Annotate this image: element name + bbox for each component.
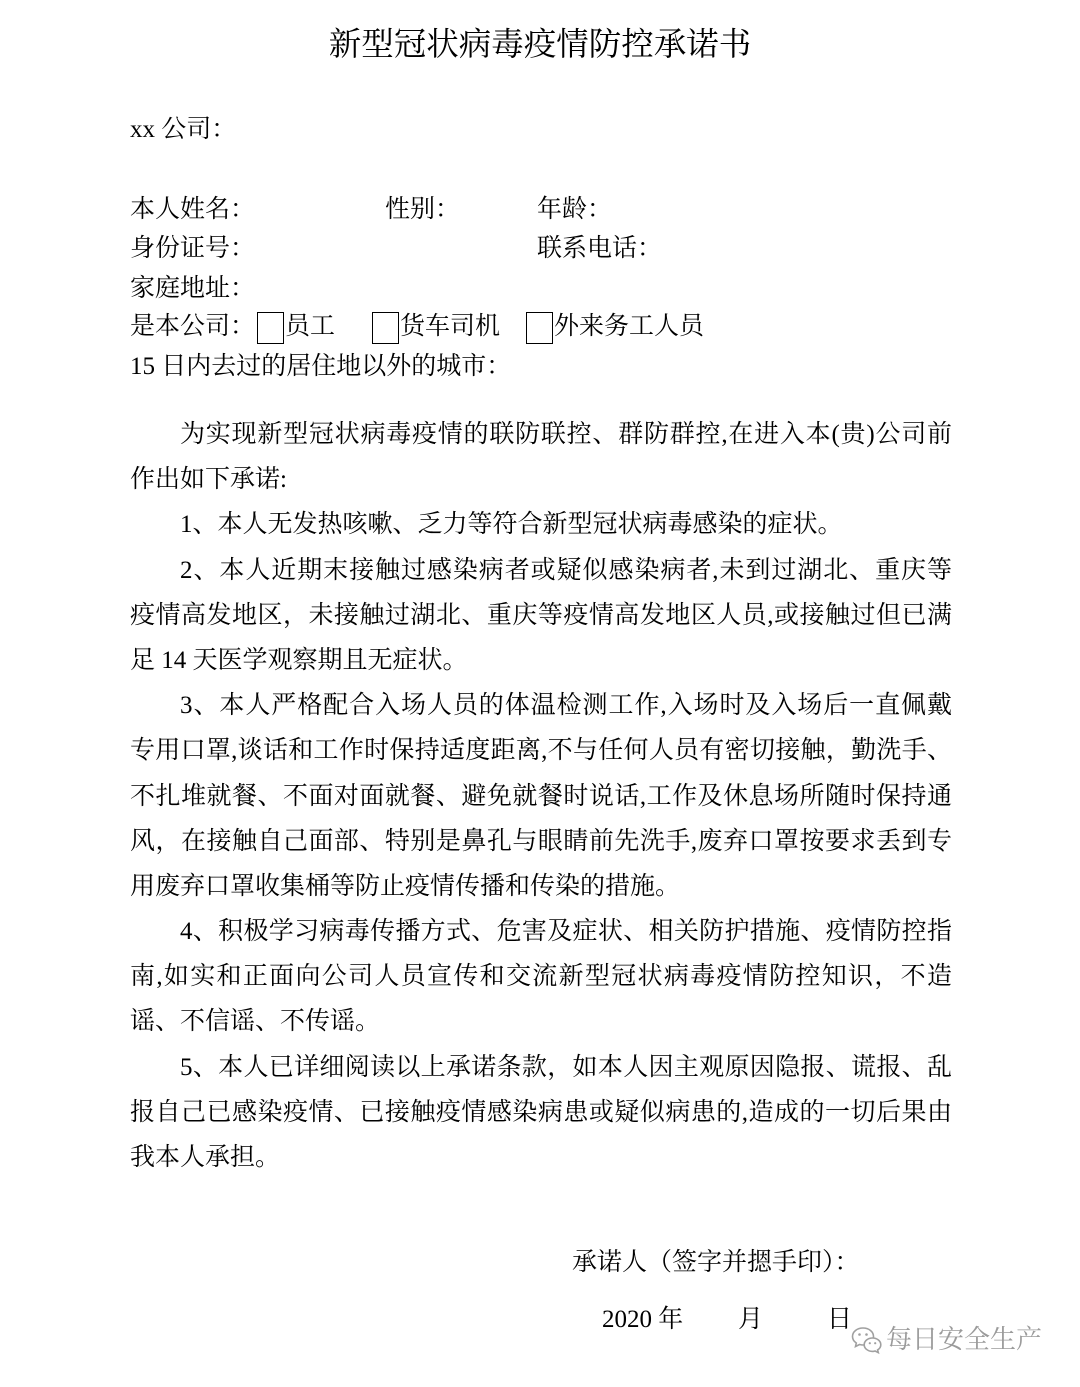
option-truck-driver: 货车司机 [400, 313, 501, 340]
document-title: 新型冠状病毒疫情防控承诺书 [328, 27, 752, 63]
intro-paragraph [130, 412, 952, 502]
option-migrant-worker: 外来务工人员 [554, 313, 705, 340]
gender-label: 性别： [385, 196, 461, 223]
commitment-line: 报自己已感染疫情、已接触疫情感染病患或疑似病患的,造成的一切后果由 [130, 1098, 952, 1126]
address-label: 家庭地址： [130, 275, 256, 302]
commitment-line: 不扎堆就餐、不面对面就餐、避免就餐时说话,工作及休息场所随时保持通 [130, 782, 952, 810]
watermark-text: 每日安全生产 [886, 1325, 1043, 1355]
date-month: 月 [738, 1306, 764, 1333]
addressee: xx 公司： [130, 116, 237, 143]
commitment-line: 用废弃口罩收集桶等防止疫情传播和传染的措施。 [130, 872, 681, 900]
form-row-id-phone [130, 229, 952, 269]
commitment-line: 谣、不信谣、不传谣。 [130, 1008, 381, 1036]
intro-line: 作出如下承诺: [130, 466, 287, 494]
signer-label: 承诺人（签字并摁手印）： [572, 1249, 860, 1276]
form-row-visited-cities [130, 347, 952, 387]
commitment-item-1 [130, 502, 952, 547]
option-employee: 员工 [285, 313, 336, 340]
commitment-line: 足 14 天医学观察期且无症状。 [130, 646, 468, 674]
checkbox-migrant-worker [526, 312, 553, 344]
commitment-body [130, 412, 952, 1180]
commitment-line: 5、本人已详细阅读以上承诺条款，如本人因主观原因隐报、谎报、乱 [180, 1053, 952, 1081]
visited-cities-label: 15 日内去过的居住地以外的城市： [130, 353, 512, 380]
commitment-item-3 [130, 683, 952, 909]
commitment-item-5 [130, 1045, 952, 1181]
commitment-line: 疫情高发地区，未接触过湖北、重庆等疫情高发地区人员,或接触过但已满 [130, 601, 952, 629]
wechat-icon [851, 1325, 883, 1355]
form-row-name-gender-age [130, 190, 952, 230]
intro-line: 为实现新型冠状病毒疫情的联防联控、群防群控,在进入本(贵)公司前 [180, 421, 952, 448]
phone-label: 联系电话： [537, 235, 663, 262]
date-day: 日 [827, 1306, 853, 1333]
name-label: 本人姓名： [130, 196, 256, 223]
id-number-label: 身份证号： [130, 235, 256, 262]
form-row-address [130, 269, 952, 309]
date-year: 2020 年 [602, 1306, 684, 1333]
commitment-line: 2、本人近期末接触过感染病者或疑似感染病者,未到过湖北、重庆等 [180, 556, 952, 584]
commitment-line: 专用口罩,谈话和工作时保持适度距离,不与任何人员有密切接触，勤洗手、 [130, 737, 952, 765]
checkbox-truck-driver [372, 312, 399, 344]
checkbox-employee [257, 312, 284, 344]
age-label: 年龄： [537, 196, 613, 223]
commitment-item-2 [130, 548, 952, 684]
commitment-line: 4、积极学习病毒传播方式、危害及症状、相关防护措施、疫情防控指 [180, 918, 952, 946]
commitment-line: 1、本人无发热咳嗽、乏力等符合新型冠状病毒感染的症状。 [180, 511, 843, 539]
company-role-label: 是本公司： [130, 313, 256, 340]
commitment-line: 南,如实和正面向公司人员宣传和交流新型冠状病毒疫情防控知识，不造 [130, 963, 952, 991]
commitment-line: 风，在接触自己面部、特别是鼻孔与眼睛前先洗手,废弃口罩按要求丢到专 [130, 827, 952, 855]
commitment-item-4 [130, 909, 952, 1045]
commitment-line: 3、本人严格配合入场人员的体温检测工作,入场时及入场后一直佩戴 [180, 692, 952, 720]
form-row-company-role [130, 307, 952, 347]
commitment-line: 我本人承担。 [130, 1144, 281, 1171]
